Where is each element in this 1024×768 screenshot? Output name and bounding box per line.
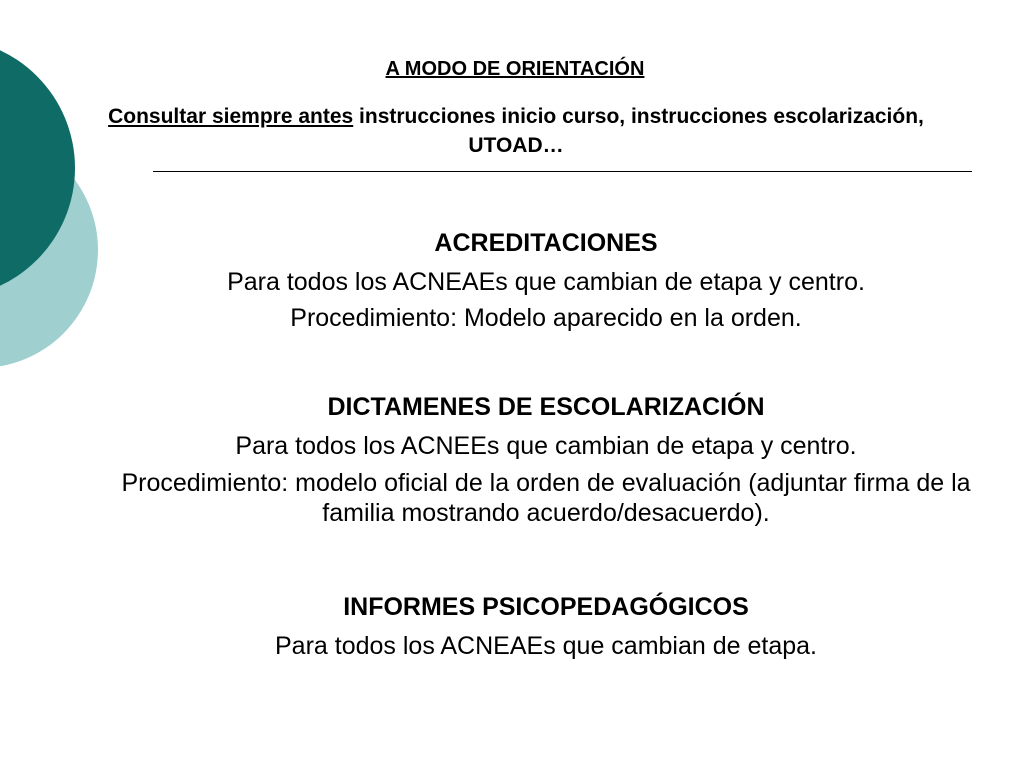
section-heading: ACREDITACIONES bbox=[434, 229, 658, 257]
section-informes bbox=[90, 589, 1002, 664]
section-line: Para todos los ACNEAEs que cambian de etapa. bbox=[275, 632, 817, 660]
divider-line bbox=[153, 171, 972, 172]
decorative-circles bbox=[0, 0, 110, 420]
section-line: Para todos los ACNEAEs que cambian de etapa y centro. bbox=[227, 268, 865, 296]
section-line: Para todos los ACNEEs que cambian de etapa y centro. bbox=[235, 432, 857, 460]
section-heading: DICTAMENES DE ESCOLARIZACIÓN bbox=[327, 393, 765, 421]
slide-title: A MODO DE ORIENTACIÓN bbox=[385, 58, 645, 80]
section-dictamenes bbox=[90, 389, 1002, 528]
subtitle-text: instrucciones inicio curso, instrucciones escolarización, UTOAD… bbox=[353, 105, 924, 157]
section-acreditaciones bbox=[90, 225, 1002, 336]
section-line: Procedimiento: Modelo aparecido en la orden. bbox=[290, 304, 802, 332]
slide-subtitle bbox=[100, 102, 932, 160]
subtitle-emphasis: Consultar siempre antes bbox=[108, 105, 354, 128]
section-heading: INFORMES PSICOPEDAGÓGICOS bbox=[343, 593, 749, 621]
section-line: Procedimiento: modelo oficial de la orden de evaluación (adjuntar firma de la familia mostrando acuerdo/desacuerdo). bbox=[121, 469, 971, 527]
